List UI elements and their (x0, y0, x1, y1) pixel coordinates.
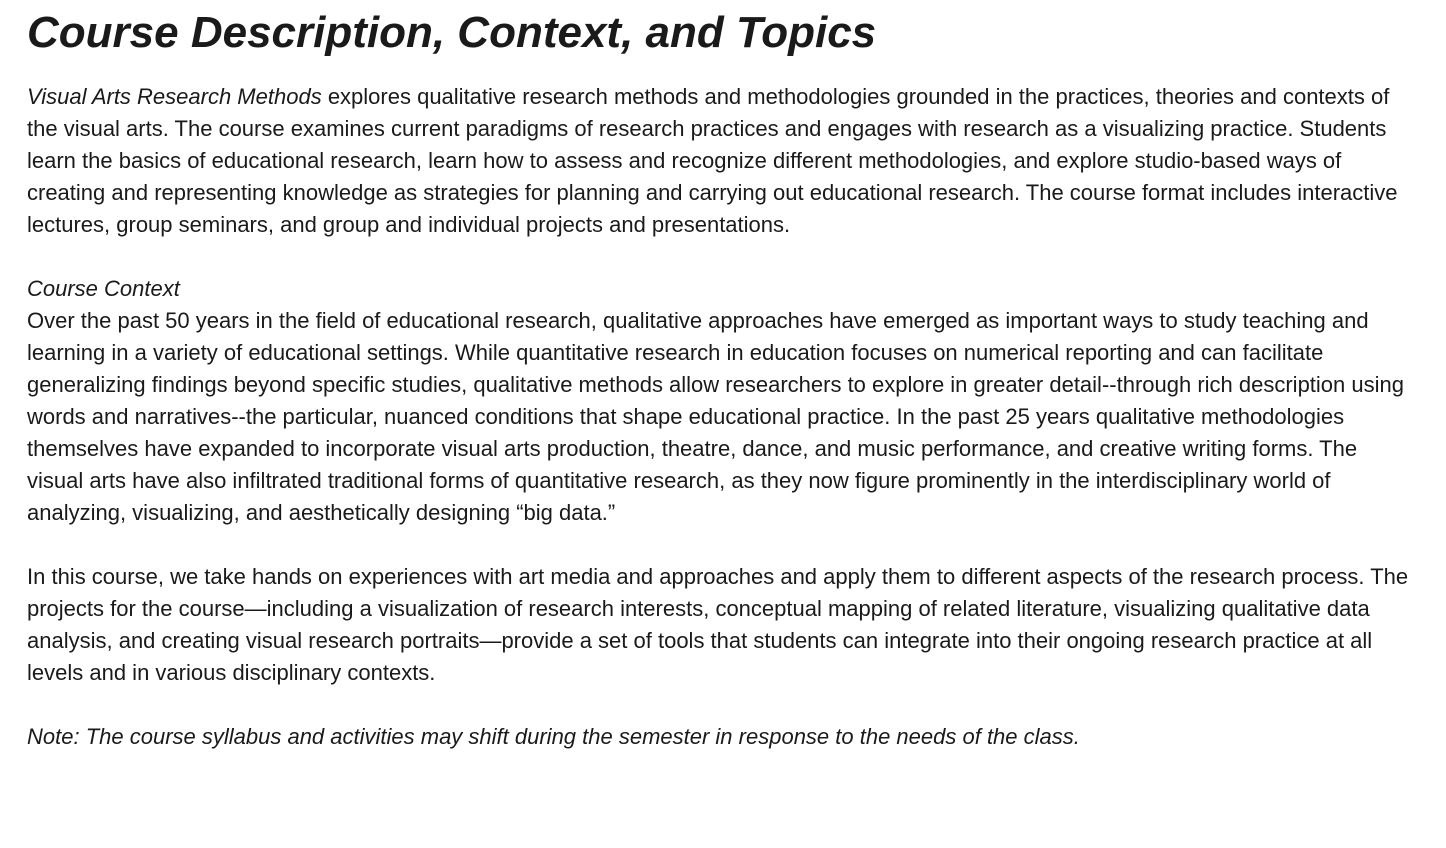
course-context-paragraph: Over the past 50 years in the field of educational research, qualitative approaches have emerged as important ways to study teaching and learning in a variety of educational settings. While quantitative research in education focuses on numerical reporting and can facilitate generalizing findings beyond specific studies, qualitative methods allow researchers to explore in greater detail--through rich description using words and narratives--the particular, nuanced conditions that shape educational practice. In the past 25 years qualitative methodologies themselves have expanded to incorporate visual arts production, theatre, dance, and music performance, and creative writing forms. The visual arts have also infiltrated traditional forms of quantitative research, as they now figure prominently in the interdisciplinary world of analyzing, visualizing, and aesthetically designing “big data.” (27, 308, 1404, 525)
course-context-subheading: Course Context (27, 276, 180, 301)
course-title: Visual Arts Research Methods (27, 84, 322, 109)
spacer (27, 241, 1419, 273)
course-projects-paragraph: In this course, we take hands on experiences with art media and approaches and apply them to different aspects of the research process. The projects for the course—including a visualization of research interests, conceptual mapping of related literature, visualizing qualitative data analysis, and creating visual research portraits—provide a set of tools that students can integrate into their ongoing research practice at all levels and in various disciplinary contexts. (27, 564, 1409, 685)
spacer (27, 529, 1419, 561)
course-description-text: explores qualitative research methods and methodologies grounded in the practices, theories and contexts of the visual arts. The course examines current paradigms of research practices and engages with research as a visualizing practice. Students learn the basics of educational research, learn how to assess and recognize different methodologies, and explore studio-based ways of creating and representing knowledge as strategies for planning and carrying out educational research. The course format includes interactive lectures, group seminars, and group and individual projects and presentations. (27, 84, 1398, 237)
document-page (27, 8, 1419, 753)
section-heading: Course Description, Context, and Topics (27, 8, 877, 57)
spacer (27, 689, 1419, 721)
syllabus-note: Note: The course syllabus and activities may shift during the semester in response to the needs of the class. (27, 724, 1080, 749)
course-description-paragraph (27, 81, 1419, 241)
